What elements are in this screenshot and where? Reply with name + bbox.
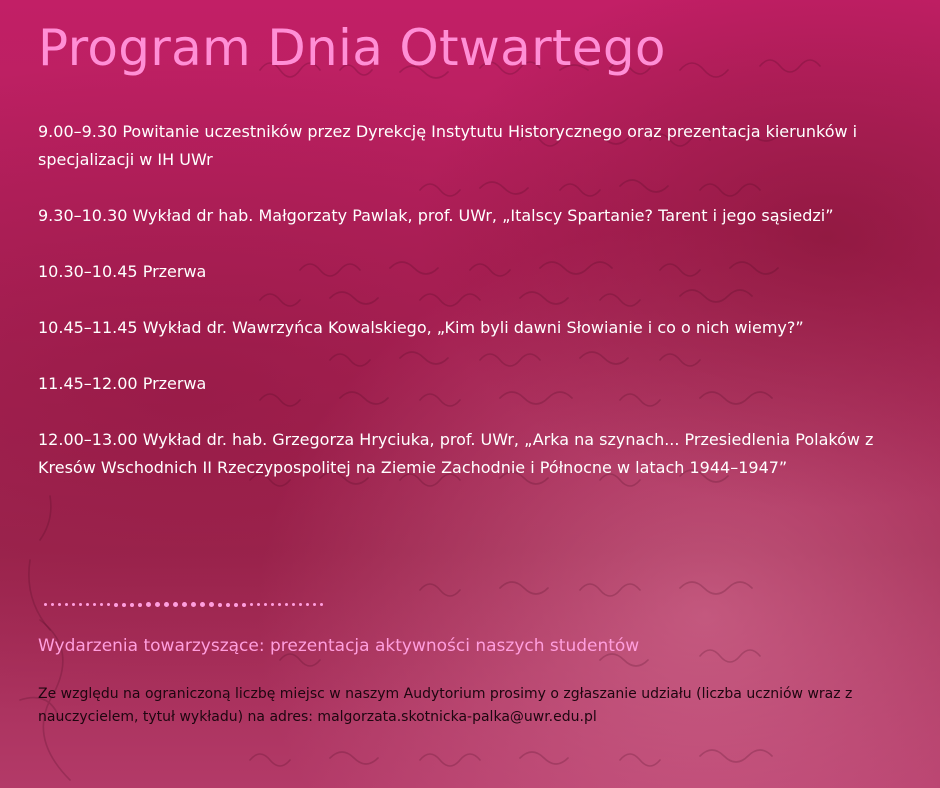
page-title: Program Dnia Otwartego bbox=[38, 19, 666, 77]
registration-notice: Ze względu na ograniczoną liczbę miejsc w naszym Audytorium prosimy o zgłaszanie udziału (liczba uczniów wraz z nauczycielem, tytuł wykładu) na adres: malgorzata.skotnicka-palka@uwr.edu.pl bbox=[38, 686, 853, 725]
schedule-item: 10.45–11.45 Wykład dr. Wawrzyńca Kowalskiego, „Kim byli dawni Słowianie i co o nich wiemy?” bbox=[38, 318, 804, 337]
dotted-divider bbox=[44, 602, 323, 607]
schedule-item: 9.00–9.30 Powitanie uczestników przez Dyrekcję Instytutu Historycznego oraz prezentacja kierunków i specjalizacji w IH UWr bbox=[38, 122, 858, 169]
side-events-heading: Wydarzenia towarzyszące: prezentacja aktywności naszych studentów bbox=[38, 636, 640, 656]
schedule-item: 12.00–13.00 Wykład dr. hab. Grzegorza Hryciuka, prof. UWr, „Arka na szynach... Przesiedlenia Polaków z Kresów Wschodnich II Rzeczypospolitej na Ziemie Zachodnie i Północne w latach 1944–1947” bbox=[38, 430, 874, 477]
schedule-list bbox=[38, 118, 923, 510]
schedule-item: 11.45–12.00 Przerwa bbox=[38, 374, 207, 393]
schedule-item: 9.30–10.30 Wykład dr hab. Małgorzaty Pawlak, prof. UWr, „Italscy Spartanie? Tarent i jego sąsiedzi” bbox=[38, 206, 834, 225]
schedule-item: 10.30–10.45 Przerwa bbox=[38, 262, 207, 281]
